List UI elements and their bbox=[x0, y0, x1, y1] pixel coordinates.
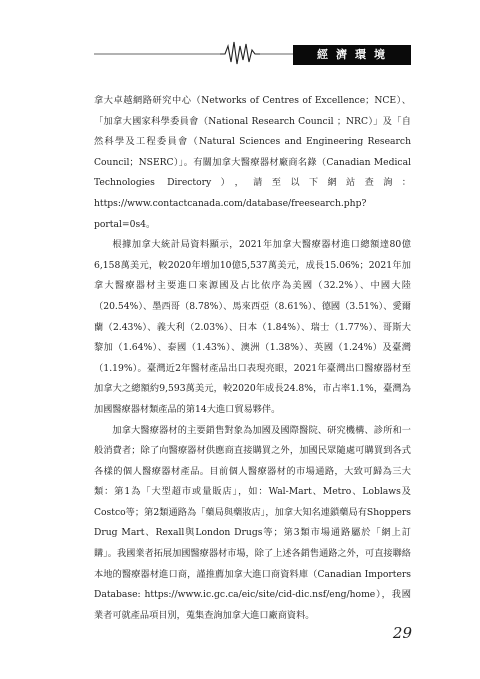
paragraph: 加拿大醫療器材的主要銷售對象為加國及國際醫院、研究機構、診所和一般消費者；除了向醫療器材供應商直接購買之外，加國民眾隨處可購買到各式各樣的個人醫療器材產品。目前個人醫療器材的市場通路，大致可歸為三大類：第1為「大型超市或量販店」，如：Wal-Mart、Metro、Loblaws及Costco等；第2類通路為「藥局與藥妝店」，加拿大知名連鎖藥局有Shoppers Drug Mart、Rexall與London Drugs等；第3類市場通路屬於「網上訂購」。我國業者拓展加國醫療器材市場，除了上述各銷售通路之外，可直接聯絡本地的醫療器材進口商，謹推薦加拿大進口商資料庫（Canadian Importers Database: https://www.ic.gc.ca/eic/site/cid-dic.nsf/eng/home），我國業者可就產品項目別，蒐集查詢加拿大進口廠商資料。 bbox=[94, 424, 411, 621]
body-text bbox=[94, 91, 411, 626]
page-header bbox=[0, 0, 480, 70]
paragraph: 拿大卓越網路研究中心（Networks of Centres of Excellence；NCE）、「加拿大國家科學委員會（National Research Council ；NRC）」及「自然科學及工程委員會（Natural Sciences and Engineering Research Council；NSERC）」。有關加拿大醫療器材廠商名錄（Canadian Medical Technologies Directory），請至以下網站查詢：https://www.contactcanada.com/database/freesearch.php?portal=0s4。 bbox=[94, 95, 411, 230]
section-title: 經濟環境 bbox=[293, 45, 411, 65]
page-number: 29 bbox=[392, 624, 412, 642]
paragraph: 根據加拿大統計局資料顯示，2021年加拿大醫療器材進口總額達80億6,158萬美元，較2020年增加10億5,537萬美元，成長15.06%；2021年加拿大醫療器材主要進口來源國及占比依序為美國（32.2%）、中國大陸（20.54%）、墨西哥（8.78%）、馬來西亞（8.61%）、德國（3.51%）、愛爾蘭（2.43%）、義大利（2.03%）、日本（1.84%）、瑞士（1.77%）、哥斯大黎加（1.64%）、泰國（1.43%）、澳洲（1.38%）、英國（1.24%）及臺灣（1.19%）。臺灣近2年醫材產品出口表現亮眼，2021年臺灣出口醫療器材至加拿大之總額約9,593萬美元，較2020年成長24.8%，市占率1.1%，臺灣為加國醫療器材類產品的第14大進口貿易夥伴。 bbox=[94, 239, 411, 415]
